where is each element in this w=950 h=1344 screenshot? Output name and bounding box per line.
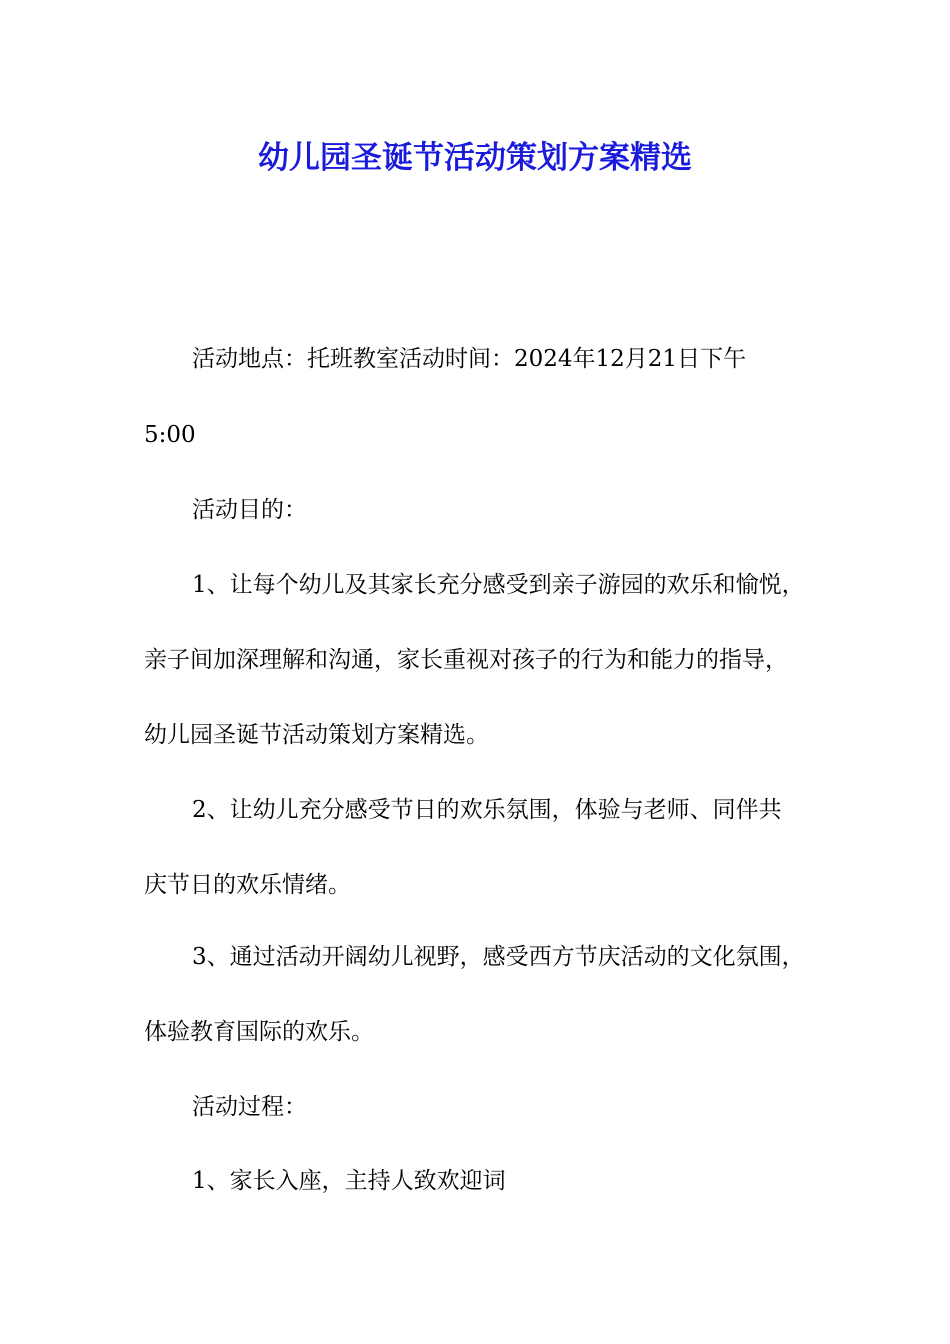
- paragraph-line-purpose-2b: 庆节日的欢乐情绪。: [144, 872, 351, 898]
- paragraph-line-purpose-1c: 幼儿园圣诞节活动策划方案精选。: [144, 722, 489, 748]
- paragraph-line-purpose-2a: 2、让幼儿充分感受节日的欢乐氛围，体验与老师、同伴共: [192, 797, 782, 823]
- paragraph-line-location-time: 活动地点：托班教室活动时间：2024年12月21日下午: [192, 346, 747, 372]
- paragraph-line-purpose-1a: 1、让每个幼儿及其家长充分感受到亲子游园的欢乐和愉悦，: [192, 572, 805, 598]
- paragraph-line-purpose-3b: 体验教育国际的欢乐。: [144, 1019, 374, 1045]
- paragraph-line-purpose-1b: 亲子间加深理解和沟通，家长重视对孩子的行为和能力的指导，: [144, 647, 788, 673]
- paragraph-line-process-1: 1、家长入座，主持人致欢迎词: [192, 1168, 506, 1194]
- section-heading-process: 活动过程：: [192, 1094, 307, 1120]
- paragraph-line-time-continued: 5:00: [144, 422, 196, 448]
- document-title: 幼儿园圣诞节活动策划方案精选: [258, 140, 692, 176]
- paragraph-line-purpose-3a: 3、通过活动开阔幼儿视野，感受西方节庆活动的文化氛围，: [192, 944, 805, 970]
- section-heading-purpose: 活动目的：: [192, 497, 307, 523]
